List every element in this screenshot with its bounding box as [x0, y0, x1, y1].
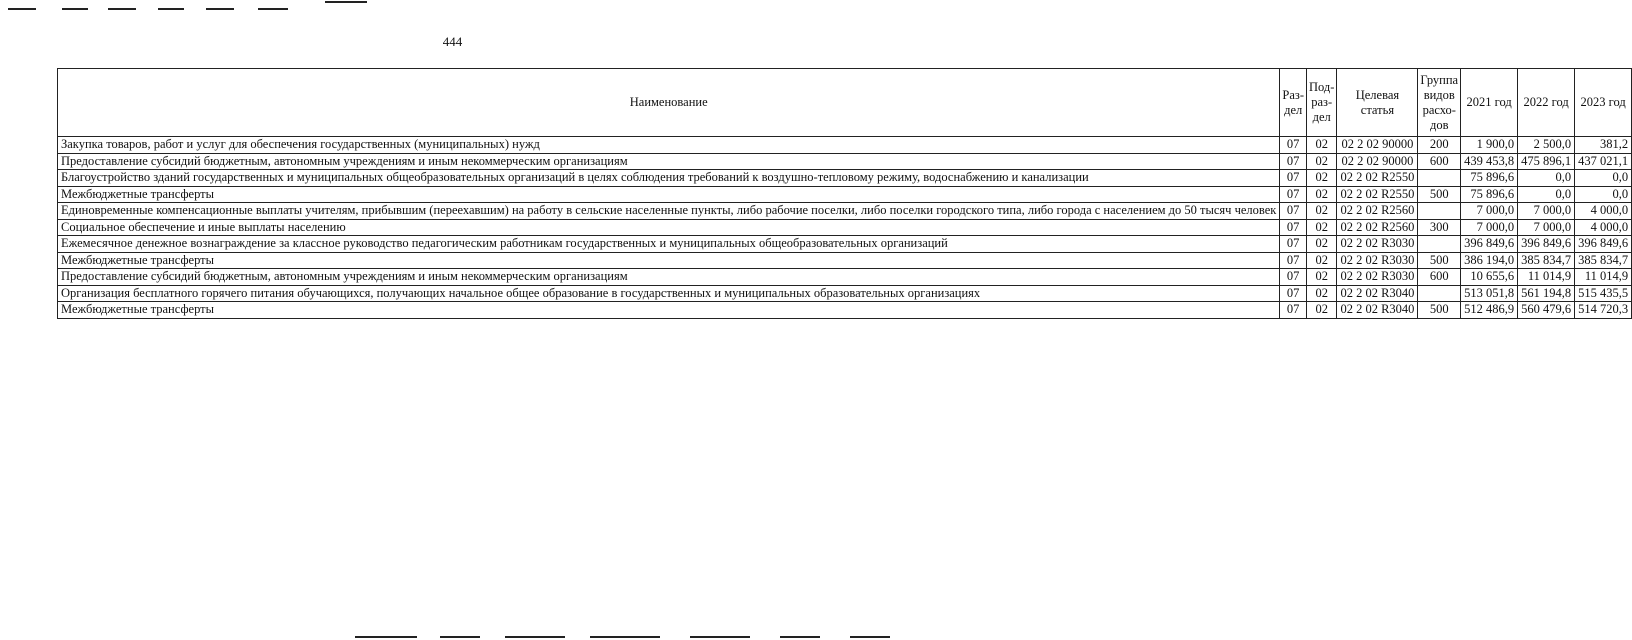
scan-mark: [206, 8, 234, 10]
row-section: 07: [1280, 186, 1307, 203]
row-group: 200: [1418, 137, 1461, 154]
scan-mark: [355, 636, 417, 638]
row-section: 07: [1280, 219, 1307, 236]
scan-mark: [62, 8, 88, 10]
row-2022: 7 000,0: [1518, 203, 1575, 220]
header-2022: 2022 год: [1518, 69, 1575, 137]
row-target: 02 2 02 R3030: [1337, 269, 1418, 286]
scan-mark: [780, 636, 820, 638]
table-row: [58, 203, 1632, 220]
row-name: Закупка товаров, работ и услуг для обеспечения государственных (муниципальных) нужд: [58, 137, 1280, 154]
row-2021: 75 896,6: [1461, 170, 1518, 187]
row-2021: 512 486,9: [1461, 302, 1518, 319]
row-name: Предоставление субсидий бюджетным, автономным учреждениям и иным некоммерческим организациям: [58, 153, 1280, 170]
row-2023: 11 014,9: [1575, 269, 1632, 286]
row-target: 02 2 02 R3030: [1337, 236, 1418, 253]
row-name: Межбюджетные трансферты: [58, 302, 1280, 319]
row-section: 07: [1280, 170, 1307, 187]
row-2022: 0,0: [1518, 170, 1575, 187]
row-2023: 381,2: [1575, 137, 1632, 154]
table-row: [58, 285, 1632, 302]
scan-mark: [8, 8, 36, 10]
row-target: 02 2 02 R3040: [1337, 285, 1418, 302]
row-target: 02 2 02 R3040: [1337, 302, 1418, 319]
row-target: 02 2 02 R2550: [1337, 170, 1418, 187]
scan-mark: [325, 1, 367, 3]
row-2023: 396 849,6: [1575, 236, 1632, 253]
row-2021: 75 896,6: [1461, 186, 1518, 203]
page-number: 444: [442, 34, 463, 49]
row-2021: 7 000,0: [1461, 219, 1518, 236]
scan-mark: [158, 8, 184, 10]
row-section: 07: [1280, 302, 1307, 319]
row-2022: 385 834,7: [1518, 252, 1575, 269]
header-group: Группа видов расхо-дов: [1418, 69, 1461, 137]
row-2023: 0,0: [1575, 186, 1632, 203]
row-section: 07: [1280, 285, 1307, 302]
table-header-row: [58, 69, 1632, 137]
row-name: Предоставление субсидий бюджетным, автономным учреждениям и иным некоммерческим организациям: [58, 269, 1280, 286]
row-section: 07: [1280, 252, 1307, 269]
row-subsection: 02: [1306, 285, 1336, 302]
table-row: [58, 137, 1632, 154]
scan-mark: [590, 636, 660, 638]
row-section: 07: [1280, 236, 1307, 253]
row-name: Межбюджетные трансферты: [58, 252, 1280, 269]
header-name: Наименование: [58, 69, 1280, 137]
row-target: 02 2 02 R3030: [1337, 252, 1418, 269]
row-2023: 0,0: [1575, 170, 1632, 187]
table-row: [58, 269, 1632, 286]
row-2023: 437 021,1: [1575, 153, 1632, 170]
header-subsection: Под-раз-дел: [1306, 69, 1336, 137]
row-subsection: 02: [1306, 236, 1336, 253]
table-row: [58, 153, 1632, 170]
row-2021: 386 194,0: [1461, 252, 1518, 269]
row-2023: 4 000,0: [1575, 219, 1632, 236]
row-target: 02 2 02 90000: [1337, 137, 1418, 154]
row-2022: 396 849,6: [1518, 236, 1575, 253]
header-section: Раз-дел: [1280, 69, 1307, 137]
header-target: Целевая статья: [1337, 69, 1418, 137]
row-2022: 475 896,1: [1518, 153, 1575, 170]
row-group: [1418, 236, 1461, 253]
row-2021: 10 655,6: [1461, 269, 1518, 286]
header-2023: 2023 год: [1575, 69, 1632, 137]
row-name: Благоустройство зданий государственных и муниципальных общеобразовательных организаций в целях соблюдения требований к воздушно-тепловому режиму, водоснабжению и канализации: [58, 170, 1280, 187]
row-2021: 513 051,8: [1461, 285, 1518, 302]
row-target: 02 2 02 R2560: [1337, 203, 1418, 220]
row-2021: 439 453,8: [1461, 153, 1518, 170]
scan-mark: [440, 636, 480, 638]
row-2023: 514 720,3: [1575, 302, 1632, 319]
row-subsection: 02: [1306, 269, 1336, 286]
row-group: 500: [1418, 252, 1461, 269]
row-section: 07: [1280, 137, 1307, 154]
row-2022: 11 014,9: [1518, 269, 1575, 286]
row-subsection: 02: [1306, 137, 1336, 154]
table-row: [58, 252, 1632, 269]
scan-mark: [690, 636, 750, 638]
row-2022: 561 194,8: [1518, 285, 1575, 302]
row-section: 07: [1280, 269, 1307, 286]
row-2021: 396 849,6: [1461, 236, 1518, 253]
row-2022: 0,0: [1518, 186, 1575, 203]
row-subsection: 02: [1306, 252, 1336, 269]
row-subsection: 02: [1306, 153, 1336, 170]
row-target: 02 2 02 R2560: [1337, 219, 1418, 236]
row-group: 300: [1418, 219, 1461, 236]
row-subsection: 02: [1306, 170, 1336, 187]
table-row: [58, 186, 1632, 203]
row-subsection: 02: [1306, 186, 1336, 203]
scan-mark: [850, 636, 890, 638]
table-row: [58, 170, 1632, 187]
row-target: 02 2 02 90000: [1337, 153, 1418, 170]
row-2022: 560 479,6: [1518, 302, 1575, 319]
row-group: [1418, 203, 1461, 220]
row-group: 600: [1418, 153, 1461, 170]
scan-mark: [505, 636, 565, 638]
row-2021: 7 000,0: [1461, 203, 1518, 220]
row-name: Межбюджетные трансферты: [58, 186, 1280, 203]
row-target: 02 2 02 R2550: [1337, 186, 1418, 203]
table-row: [58, 219, 1632, 236]
row-section: 07: [1280, 153, 1307, 170]
table-row: [58, 236, 1632, 253]
row-group: [1418, 170, 1461, 187]
row-2023: 385 834,7: [1575, 252, 1632, 269]
row-name: Организация бесплатного горячего питания обучающихся, получающих начальное общее образование в государственных и муниципальных образовательных организациях: [58, 285, 1280, 302]
row-2022: 2 500,0: [1518, 137, 1575, 154]
scan-mark: [108, 8, 136, 10]
row-subsection: 02: [1306, 302, 1336, 319]
row-group: [1418, 285, 1461, 302]
budget-table: [57, 68, 1632, 319]
row-2021: 1 900,0: [1461, 137, 1518, 154]
row-group: 500: [1418, 302, 1461, 319]
row-group: 500: [1418, 186, 1461, 203]
row-2023: 4 000,0: [1575, 203, 1632, 220]
row-name: Ежемесячное денежное вознаграждение за классное руководство педагогическим работникам государственных и муниципальных общеобразовательных организаций: [58, 236, 1280, 253]
row-group: 600: [1418, 269, 1461, 286]
row-2022: 7 000,0: [1518, 219, 1575, 236]
scan-mark: [258, 8, 288, 10]
row-name: Единовременные компенсационные выплаты учителям, прибывшим (переехавшим) на работу в сельские населенные пункты, либо рабочие поселки, либо поселки городского типа, либо города с населением до 50 тысяч человек: [58, 203, 1280, 220]
row-subsection: 02: [1306, 219, 1336, 236]
row-subsection: 02: [1306, 203, 1336, 220]
row-section: 07: [1280, 203, 1307, 220]
row-name: Социальное обеспечение и иные выплаты населению: [58, 219, 1280, 236]
row-2023: 515 435,5: [1575, 285, 1632, 302]
table-row: [58, 302, 1632, 319]
header-2021: 2021 год: [1461, 69, 1518, 137]
